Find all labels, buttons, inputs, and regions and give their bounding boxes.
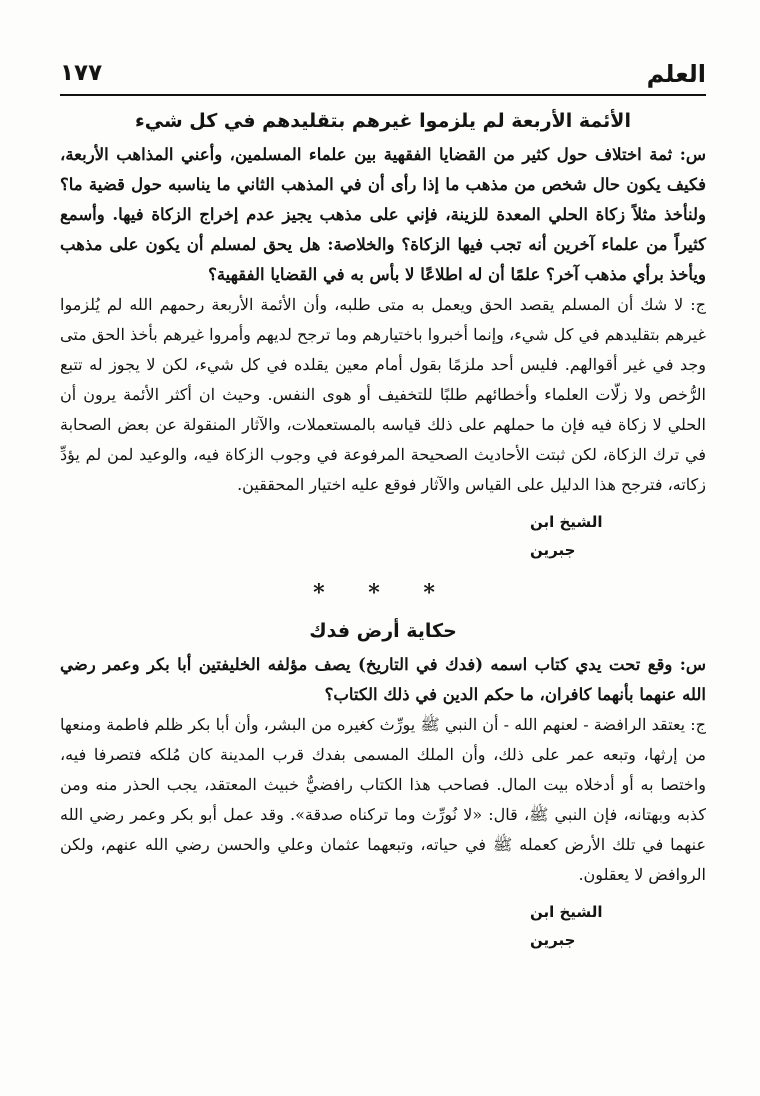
section-title-fadak: حكاية أرض فدك bbox=[309, 620, 457, 642]
signature-fadak: الشيخ ابن جبرين bbox=[530, 903, 603, 949]
page-number: ١٧٧ bbox=[60, 60, 103, 86]
page-header bbox=[60, 56, 706, 96]
chapter-title: العلم bbox=[646, 60, 706, 88]
answer-fadak: ج: يعتقد الرافضة - لعنهم الله - أن النبي ﷺ يورِّث كغيره من البشر، وأن أبا بكر ظلم فاطمة ومنعها من إرثها، وتبعه عمر على ذلك، وأن الملك المسمى بفدك قرب المدينة كان مُلكه فتصرفا فيه، واختصا به أو أدخلاه بيت المال. فصاحب هذا الكتاب رافضيٌّ خبيث المعتقد، يجب الحذر منه ومن كذبه وبهتانه، فإن النبي ﷺ، قال: «لا نُورِّث وما تركناه صدقة». وقد عمل أبو بكر وعمر رضي الله عنهما في تلك الأرض كعمله ﷺ في حياته، وتبعهما عثمان وعلي والحسن رضي الله عنهم، ولكن الروافض لا يعقلون. bbox=[60, 715, 706, 884]
book-page bbox=[60, 56, 706, 954]
header-rule bbox=[60, 94, 706, 96]
section-title-imams: الأئمة الأربعة لم يلزموا غيرهم بتقليدهم في كل شيء bbox=[135, 110, 631, 132]
answer-imams: ج: لا شك أن المسلم يقصد الحق ويعمل به متى طلبه، وأن الأئمة الأربعة رحمهم الله لم يُلزموا غيرهم بتقليدهم في كل شيء، وإنما أخبروا باختيارهم وما ترجح لديهم وأمروا غيرهم بأخذ الحق متى وجد في غير أقوالهم. فليس أحد ملزمًا بقول أمام معين يقلده في كل شيء، لكن لا يجوز له تتبع الرُّخص ولا زلّات العلماء وأخطائهم طلبًا للتخفيف أو هوى النفس. وحيث ان أكثر الأئمة يرون أن الحلي لا زكاة فيه فإن ما حملهم على ذلك قياسه بالمستعملات، والآثار المنقولة عن بعض الصحابة في ترك الزكاة، لكن ثبتت الأحاديث الصحيحة المرفوعة في وجوب الزكاة فيه، والوعيد لمن لم يؤدِّ زكاته، فترجح هذا الدليل على القياس والآثار فوقع عليه اختيار المحققين. bbox=[60, 295, 707, 494]
question-fadak: س: وقع تحت يدي كتاب اسمه (فدك في التاريخ) يصف مؤلفه الخليفتين أبا بكر وعمر رضي الله عنهما بأنهما كافران، ما حكم الدين في ذلك الكتاب؟ bbox=[60, 655, 706, 704]
question-imams: س: ثمة اختلاف حول كثير من القضايا الفقهية بين علماء المسلمين، وأعني المذاهب الأربعة، فكيف يكون حال شخص من مذهب ما إذا رأى أن في المذهب الثاني ما يناسبه حول قضية ما؟ ولنأخذ مثلاً زكاة الحلي المعدة للزينة، فإني على مذهب يجيز عدم إخراج الزكاة فيها. وأسمع كثيراً من علماء آخرين أنه تجب فيها الزكاة؟ والخلاصة: هل يحق لمسلم أن يكون على مذهب ويأخذ برأي مذهب آخر؟ علمًا أن له اطلاعًا لا بأس به في القضايا الفقهية؟ bbox=[60, 145, 706, 284]
section-separator: * * * bbox=[313, 580, 453, 606]
signature-imams: الشيخ ابن جبرين bbox=[530, 513, 603, 559]
